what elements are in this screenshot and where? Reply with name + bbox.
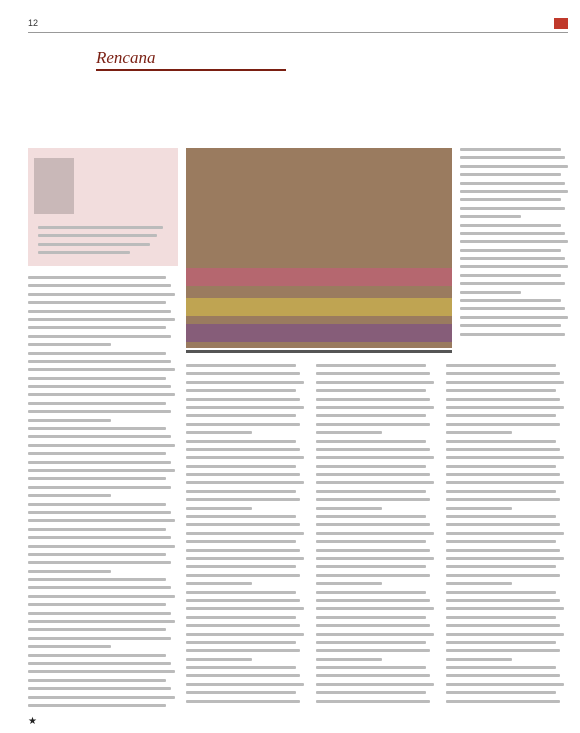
text-line — [446, 549, 560, 552]
text-line — [28, 385, 171, 388]
body-column-3 — [316, 364, 436, 708]
text-line — [186, 700, 300, 703]
text-line — [186, 691, 296, 694]
text-line — [186, 406, 304, 409]
text-line — [446, 414, 556, 417]
text-line — [186, 431, 252, 434]
text-line — [28, 578, 166, 581]
text-line — [446, 666, 556, 669]
text-line — [28, 452, 166, 455]
article-photo — [186, 148, 452, 348]
text-line — [186, 507, 252, 510]
text-line — [446, 691, 556, 694]
text-line — [446, 440, 556, 443]
text-line — [460, 265, 568, 268]
text-line — [446, 448, 560, 451]
text-line — [28, 276, 166, 279]
text-line — [186, 381, 304, 384]
text-line — [460, 207, 565, 210]
text-line — [446, 381, 564, 384]
text-line — [28, 486, 171, 489]
page-number: 12 — [28, 18, 39, 28]
text-line — [316, 473, 430, 476]
text-line — [28, 410, 171, 413]
text-line — [186, 540, 296, 543]
text-line — [316, 549, 430, 552]
text-line — [446, 389, 556, 392]
text-line — [316, 490, 426, 493]
author-bio — [38, 226, 170, 260]
text-line — [316, 674, 430, 677]
text-line — [28, 553, 166, 556]
text-line — [186, 683, 304, 686]
text-line — [28, 461, 171, 464]
text-line — [446, 515, 556, 518]
text-line — [316, 582, 382, 585]
text-line — [316, 658, 382, 661]
text-line — [186, 599, 300, 602]
text-line — [316, 574, 430, 577]
text-line — [28, 368, 175, 371]
text-line — [28, 469, 175, 472]
text-line — [186, 633, 304, 636]
text-line — [28, 519, 175, 522]
text-line — [446, 423, 560, 426]
text-line — [186, 607, 304, 610]
text-line — [316, 406, 434, 409]
text-line — [28, 628, 166, 631]
text-line — [186, 490, 296, 493]
text-line — [446, 498, 560, 501]
text-line — [446, 674, 560, 677]
text-line — [460, 291, 521, 294]
text-line — [316, 633, 434, 636]
text-line — [28, 419, 111, 422]
text-line — [28, 670, 175, 673]
text-line — [28, 503, 166, 506]
author-photo — [34, 158, 74, 214]
text-line — [316, 565, 426, 568]
text-line — [460, 299, 561, 302]
body-column-4 — [446, 364, 566, 708]
text-line — [186, 440, 296, 443]
text-line — [460, 274, 561, 277]
text-line — [316, 557, 434, 560]
text-line — [316, 398, 430, 401]
text-line — [446, 481, 564, 484]
text-line — [28, 377, 166, 380]
text-line — [316, 683, 434, 686]
text-line — [28, 402, 166, 405]
text-line — [28, 352, 166, 355]
text-line — [446, 700, 560, 703]
text-line — [28, 561, 171, 564]
text-line — [316, 507, 382, 510]
text-line — [446, 465, 556, 468]
text-line — [316, 540, 426, 543]
text-line — [28, 335, 171, 338]
text-line — [28, 435, 171, 438]
text-line — [460, 182, 565, 185]
text-line — [460, 224, 561, 227]
text-line — [316, 456, 434, 459]
text-line — [186, 515, 296, 518]
text-line — [28, 310, 171, 313]
masthead-logo — [554, 18, 568, 29]
text-line — [316, 624, 430, 627]
text-line — [186, 523, 300, 526]
text-line — [186, 557, 304, 560]
text-line — [186, 549, 300, 552]
text-line — [28, 477, 166, 480]
text-line — [460, 307, 565, 310]
text-line — [460, 232, 565, 235]
text-line — [28, 679, 166, 682]
text-line — [460, 173, 561, 176]
text-line — [316, 440, 426, 443]
body-column-1 — [28, 276, 178, 712]
text-line — [186, 641, 296, 644]
text-line — [186, 658, 252, 661]
section-label: Rencana — [96, 48, 156, 67]
text-line — [28, 570, 111, 573]
text-line — [460, 333, 565, 336]
text-line — [316, 700, 430, 703]
text-line — [316, 381, 434, 384]
text-line — [186, 481, 304, 484]
text-line — [28, 603, 166, 606]
text-line — [446, 532, 564, 535]
text-line — [460, 257, 565, 260]
text-line — [186, 364, 296, 367]
text-line — [446, 473, 560, 476]
text-line — [460, 324, 561, 327]
text-line — [28, 318, 175, 321]
text-line — [446, 540, 556, 543]
text-line — [460, 190, 568, 193]
text-line — [28, 595, 175, 598]
text-line — [28, 284, 171, 287]
text-line — [28, 427, 166, 430]
text-line — [186, 423, 300, 426]
text-line — [186, 674, 300, 677]
text-line — [186, 582, 252, 585]
text-line — [186, 574, 300, 577]
text-line — [28, 586, 171, 589]
text-line — [28, 620, 175, 623]
text-line — [186, 473, 300, 476]
text-line — [186, 532, 304, 535]
text-line — [316, 389, 426, 392]
text-line — [446, 507, 512, 510]
body-column-5 — [460, 148, 570, 341]
end-mark: ★ — [28, 716, 37, 727]
text-line — [28, 528, 166, 531]
text-line — [460, 156, 565, 159]
text-line — [446, 456, 564, 459]
text-line — [186, 372, 300, 375]
text-line — [186, 616, 296, 619]
text-line — [446, 565, 556, 568]
text-line — [316, 599, 430, 602]
text-line — [28, 645, 111, 648]
text-line — [28, 696, 175, 699]
text-line — [316, 481, 434, 484]
text-line — [460, 148, 561, 151]
text-line — [446, 372, 560, 375]
text-line — [186, 398, 300, 401]
text-line — [316, 616, 426, 619]
text-line — [446, 364, 556, 367]
text-line — [28, 654, 166, 657]
text-line — [28, 545, 175, 548]
text-line — [28, 536, 171, 539]
text-line — [446, 591, 556, 594]
text-line — [446, 641, 556, 644]
text-line — [316, 591, 426, 594]
text-line — [28, 511, 171, 514]
text-line — [186, 448, 300, 451]
text-line — [446, 599, 560, 602]
text-line — [316, 465, 426, 468]
text-line — [446, 406, 564, 409]
text-line — [28, 393, 175, 396]
text-line — [446, 616, 556, 619]
page-header — [28, 18, 568, 33]
text-line — [186, 465, 296, 468]
text-line — [186, 414, 296, 417]
text-line — [316, 431, 382, 434]
text-line — [186, 389, 296, 392]
text-line — [446, 607, 564, 610]
text-line — [446, 574, 560, 577]
text-line — [28, 687, 171, 690]
author-box — [28, 148, 178, 266]
text-line — [446, 624, 560, 627]
text-line — [316, 691, 426, 694]
text-line — [316, 498, 430, 501]
text-line — [460, 240, 568, 243]
text-line — [316, 515, 426, 518]
section-rule — [96, 69, 286, 71]
text-line — [186, 565, 296, 568]
text-line — [316, 372, 430, 375]
text-line — [28, 326, 166, 329]
text-line — [460, 282, 565, 285]
text-line — [316, 423, 430, 426]
text-line — [316, 532, 434, 535]
text-line — [28, 444, 175, 447]
text-line — [316, 364, 426, 367]
body-column-2 — [186, 364, 306, 708]
text-line — [446, 649, 560, 652]
text-line — [446, 490, 556, 493]
text-line — [28, 301, 166, 304]
text-line — [316, 666, 426, 669]
text-line — [446, 658, 512, 661]
text-line — [186, 649, 300, 652]
text-line — [186, 624, 300, 627]
text-line — [28, 612, 171, 615]
text-line — [446, 557, 564, 560]
text-line — [28, 494, 111, 497]
text-line — [316, 607, 434, 610]
text-line — [186, 591, 296, 594]
text-line — [446, 582, 512, 585]
text-line — [316, 523, 430, 526]
text-line — [460, 215, 521, 218]
text-line — [28, 662, 171, 665]
text-line — [316, 414, 426, 417]
text-line — [28, 293, 175, 296]
text-line — [446, 523, 560, 526]
text-line — [460, 316, 568, 319]
text-line — [28, 637, 171, 640]
text-line — [446, 633, 564, 636]
text-line — [186, 666, 296, 669]
text-line — [28, 704, 166, 707]
text-line — [186, 456, 304, 459]
text-line — [28, 360, 171, 363]
text-line — [460, 249, 561, 252]
photo-caption — [186, 350, 452, 357]
text-line — [28, 343, 111, 346]
text-line — [186, 498, 300, 501]
text-line — [460, 198, 561, 201]
text-line — [316, 641, 426, 644]
text-line — [316, 448, 430, 451]
text-line — [446, 398, 560, 401]
text-line — [316, 649, 430, 652]
text-line — [446, 431, 512, 434]
text-line — [460, 165, 568, 168]
text-line — [446, 683, 564, 686]
